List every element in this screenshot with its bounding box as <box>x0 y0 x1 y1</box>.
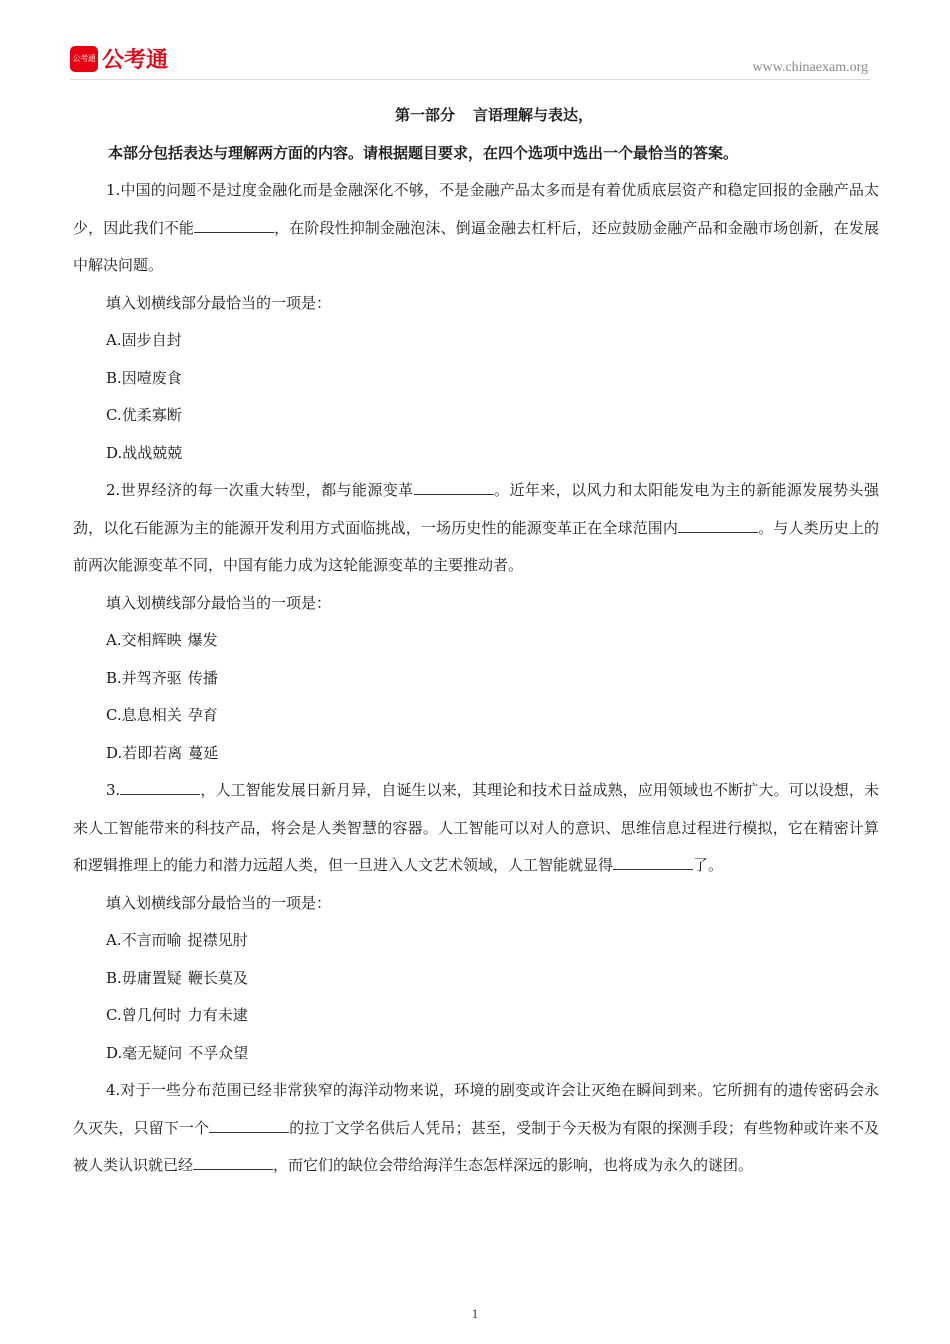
answer-blank <box>193 1153 273 1170</box>
section-instruction: 本部分包括表达与理解两方面的内容。请根据题目要求，在四个选项中选出一个最恰当的答案。 <box>108 144 739 162</box>
logo-wordmark: 公考通 <box>102 48 169 73</box>
question-2-option-a[interactable]: A.交相辉映 爆发 <box>106 631 218 649</box>
question-3-text: 3. ，人工智能发展日新月异，自诞生以来，其理论和技术日益成熟，应用领域也不断扩大。可以设想，未来人工智能带来的科技产品，将会是人类智慧的容器。人工智能可以对人的意识、思维信息过程进行模拟，它在精密计算和逻辑推理上的能力和潜力远超人类，但一旦进入人文艺术领域，人工智能就显得 了。 <box>73 772 879 885</box>
question-3-option-c[interactable]: C.曾几何时 力有未逮 <box>106 1006 248 1024</box>
question-1-prompt: 填入划横线部分最恰当的一项是： <box>106 293 332 312</box>
question-1-option-c[interactable]: C.优柔寡断 <box>106 406 182 424</box>
answer-blank <box>120 778 200 795</box>
answer-blank <box>194 216 274 233</box>
answer-blank <box>209 1116 289 1133</box>
question-3-option-a[interactable]: A.不言而喻 捉襟见肘 <box>106 931 248 949</box>
question-1-option-d[interactable]: D.战战兢兢 <box>106 443 183 462</box>
answer-blank <box>678 516 758 533</box>
logo-badge: 公考通 <box>70 46 98 72</box>
question-2-option-c[interactable]: C.息息相关 孕育 <box>106 706 218 724</box>
answer-blank <box>613 853 693 870</box>
page-header <box>70 46 870 80</box>
question-2-prompt: 填入划横线部分最恰当的一项是： <box>106 593 332 612</box>
question-3-option-d[interactable]: D.毫无疑问 不孚众望 <box>106 1043 249 1062</box>
answer-blank <box>414 478 494 495</box>
question-2-text: 2.世界经济的每一次重大转型，都与能源变革 。近年来，以风力和太阳能发电为主的新能源发展势头强劲，以化石能源为主的能源开发利用方式面临挑战，一场历史性的能源变革正在全球范围内 。与人类历史上的前两次能源变革不同，中国有能力成为这轮能源变革的主要推动者。 <box>73 472 879 585</box>
page-number: 1 <box>471 1306 479 1321</box>
site-url[interactable]: www.chinaexam.org <box>752 60 868 75</box>
question-2-option-d[interactable]: D.若即若离 蔓延 <box>106 743 219 762</box>
question-3-prompt: 填入划横线部分最恰当的一项是： <box>106 893 332 912</box>
question-1-option-b[interactable]: B.因噎废食 <box>106 368 182 387</box>
document-body <box>73 96 879 1185</box>
section-title-part: 第一部分 <box>394 106 455 124</box>
section-title-name: 言语理解与表达， <box>473 106 594 124</box>
question-2-option-b[interactable]: B.并驾齐驱 传播 <box>106 668 218 687</box>
section-title <box>109 96 879 134</box>
question-4-text: 4.对于一些分布范围已经非常狭窄的海洋动物来说，环境的剧变或许会让灭绝在瞬间到来。它所拥有的遗传密码会永久灭失，只留下一个 的拉丁文学名供后人凭吊；甚至，受制于今天极为有限的探测手段；有些物种或许来不及被人类认识就已经 ，而它们的缺位会带给海洋生态怎样深远的影响，也将成为永久的谜团。 <box>73 1081 879 1174</box>
header-divider <box>70 79 870 80</box>
question-1-option-a[interactable]: A.固步自封 <box>106 331 182 349</box>
question-3-option-b[interactable]: B.毋庸置疑 鞭长莫及 <box>106 968 248 987</box>
question-1-text: 1.中国的问题不是过度金融化而是金融深化不够，不是金融产品太多而是有着优质底层资产和稳定回报的金融产品太少，因此我们不能 ，在阶段性抑制金融泡沫、倒逼金融去杠杆后，还应鼓励金融产品和金融市场创新，在发展中解决问题。 <box>73 181 879 274</box>
